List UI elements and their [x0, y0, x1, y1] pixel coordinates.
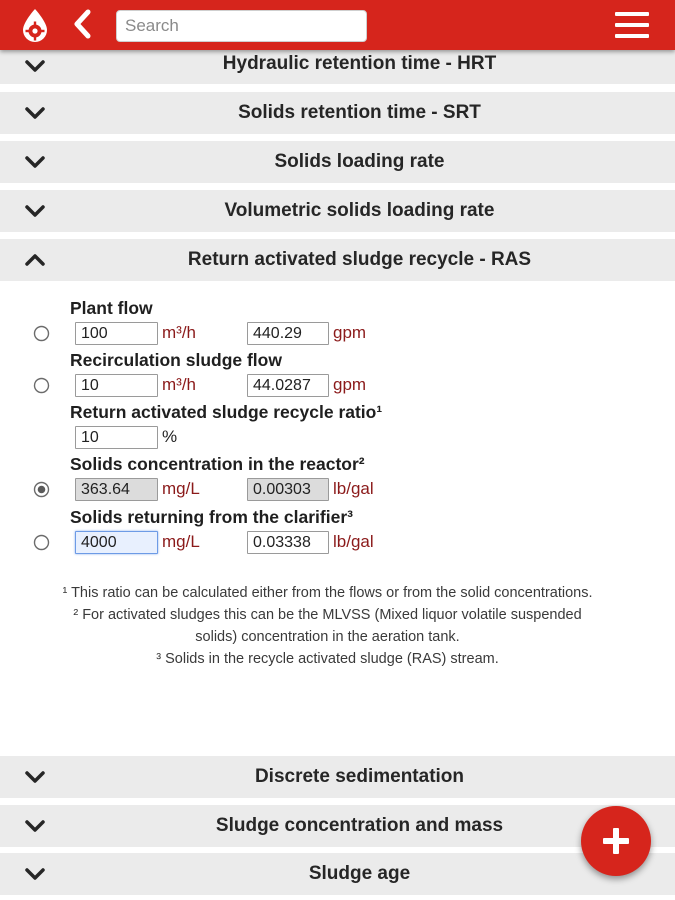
add-fab-button[interactable] — [581, 806, 651, 876]
chevron-down-icon — [24, 817, 46, 835]
clarifier-conc-us-unit: lb/gal — [333, 532, 374, 551]
section-title: Volumetric solids loading rate — [224, 200, 495, 221]
search-input[interactable] — [116, 10, 367, 42]
reactor-conc-si-unit: mg/L — [162, 479, 200, 498]
ratio-input[interactable] — [75, 426, 158, 449]
section-solids-loading-rate[interactable] — [0, 141, 675, 183]
plus-icon — [602, 827, 630, 855]
section-title: Return activated sludge recycle - RAS — [187, 249, 532, 270]
plant-flow-label: Plant flow — [70, 298, 153, 318]
recirc-flow-si-unit: m³/h — [162, 375, 196, 394]
clarifier-conc-si-unit: mg/L — [162, 532, 200, 551]
clarifier-conc-radio[interactable] — [33, 534, 50, 551]
chevron-up-icon — [24, 251, 46, 269]
app-logo-icon — [20, 8, 50, 44]
clarifier-conc-us-input[interactable] — [247, 531, 329, 554]
reactor-conc-us-input[interactable] — [247, 478, 329, 501]
section-title: Solids loading rate — [274, 151, 445, 172]
footnote-2: ² For activated sludges this can be the MLVSS (Mixed liquor volatile suspended solids) concentration in the aeration tank. — [73, 607, 582, 645]
section-title: Discrete sedimentation — [254, 766, 465, 787]
recirc-flow-radio[interactable] — [33, 377, 50, 394]
section-volumetric-solids-loading-rate[interactable] — [0, 190, 675, 232]
section-hrt[interactable] — [0, 44, 675, 84]
reactor-conc-si-input[interactable] — [75, 478, 158, 501]
chevron-down-icon — [24, 865, 46, 883]
section-title: Hydraulic retention time - HRT — [222, 53, 497, 74]
section-srt[interactable] — [0, 92, 675, 134]
section-ras[interactable] — [0, 239, 675, 281]
chevron-down-icon — [24, 104, 46, 122]
footnote-3: ³ Solids in the recycle activated sludge (RAS) stream. — [156, 651, 499, 667]
plant-flow-us-input[interactable] — [247, 322, 329, 345]
section-sludge-concentration-mass[interactable] — [0, 805, 675, 847]
section-title: Sludge age — [308, 863, 411, 884]
plant-flow-si-unit: m³/h — [162, 323, 196, 342]
hamburger-menu-icon[interactable] — [615, 12, 649, 38]
plant-flow-us-unit: gpm — [333, 323, 367, 342]
reactor-conc-us-unit: lb/gal — [333, 479, 374, 498]
chevron-down-icon — [24, 57, 46, 75]
section-title: Sludge concentration and mass — [215, 815, 504, 836]
recirc-flow-us-input[interactable] — [247, 374, 329, 397]
section-discrete-sedimentation[interactable] — [0, 756, 675, 798]
ratio-label: Return activated sludge recycle ratio¹ — [70, 402, 383, 422]
back-arrow-icon[interactable] — [70, 9, 96, 39]
footnotes — [20, 582, 635, 670]
recirc-flow-label: Recirculation sludge flow — [70, 350, 282, 370]
recirc-flow-si-input[interactable] — [75, 374, 158, 397]
ras-panel — [0, 282, 675, 752]
section-sludge-age[interactable] — [0, 853, 675, 895]
section-title: Solids retention time - SRT — [238, 102, 481, 123]
recirc-flow-us-unit: gpm — [333, 375, 367, 394]
chevron-down-icon — [24, 153, 46, 171]
chevron-down-icon — [24, 202, 46, 220]
ratio-unit: % — [162, 427, 178, 446]
reactor-conc-label: Solids concentration in the reactor² — [70, 454, 365, 474]
clarifier-conc-label: Solids returning from the clarifier³ — [70, 507, 353, 527]
chevron-down-icon — [24, 768, 46, 786]
app-header — [0, 0, 675, 50]
footnote-1: ¹ This ratio can be calculated either from the flows or from the solid concentrations. — [62, 585, 593, 601]
plant-flow-radio[interactable] — [33, 325, 50, 342]
reactor-conc-radio[interactable] — [33, 481, 50, 498]
plant-flow-si-input[interactable] — [75, 322, 158, 345]
clarifier-conc-si-input[interactable] — [75, 531, 158, 554]
